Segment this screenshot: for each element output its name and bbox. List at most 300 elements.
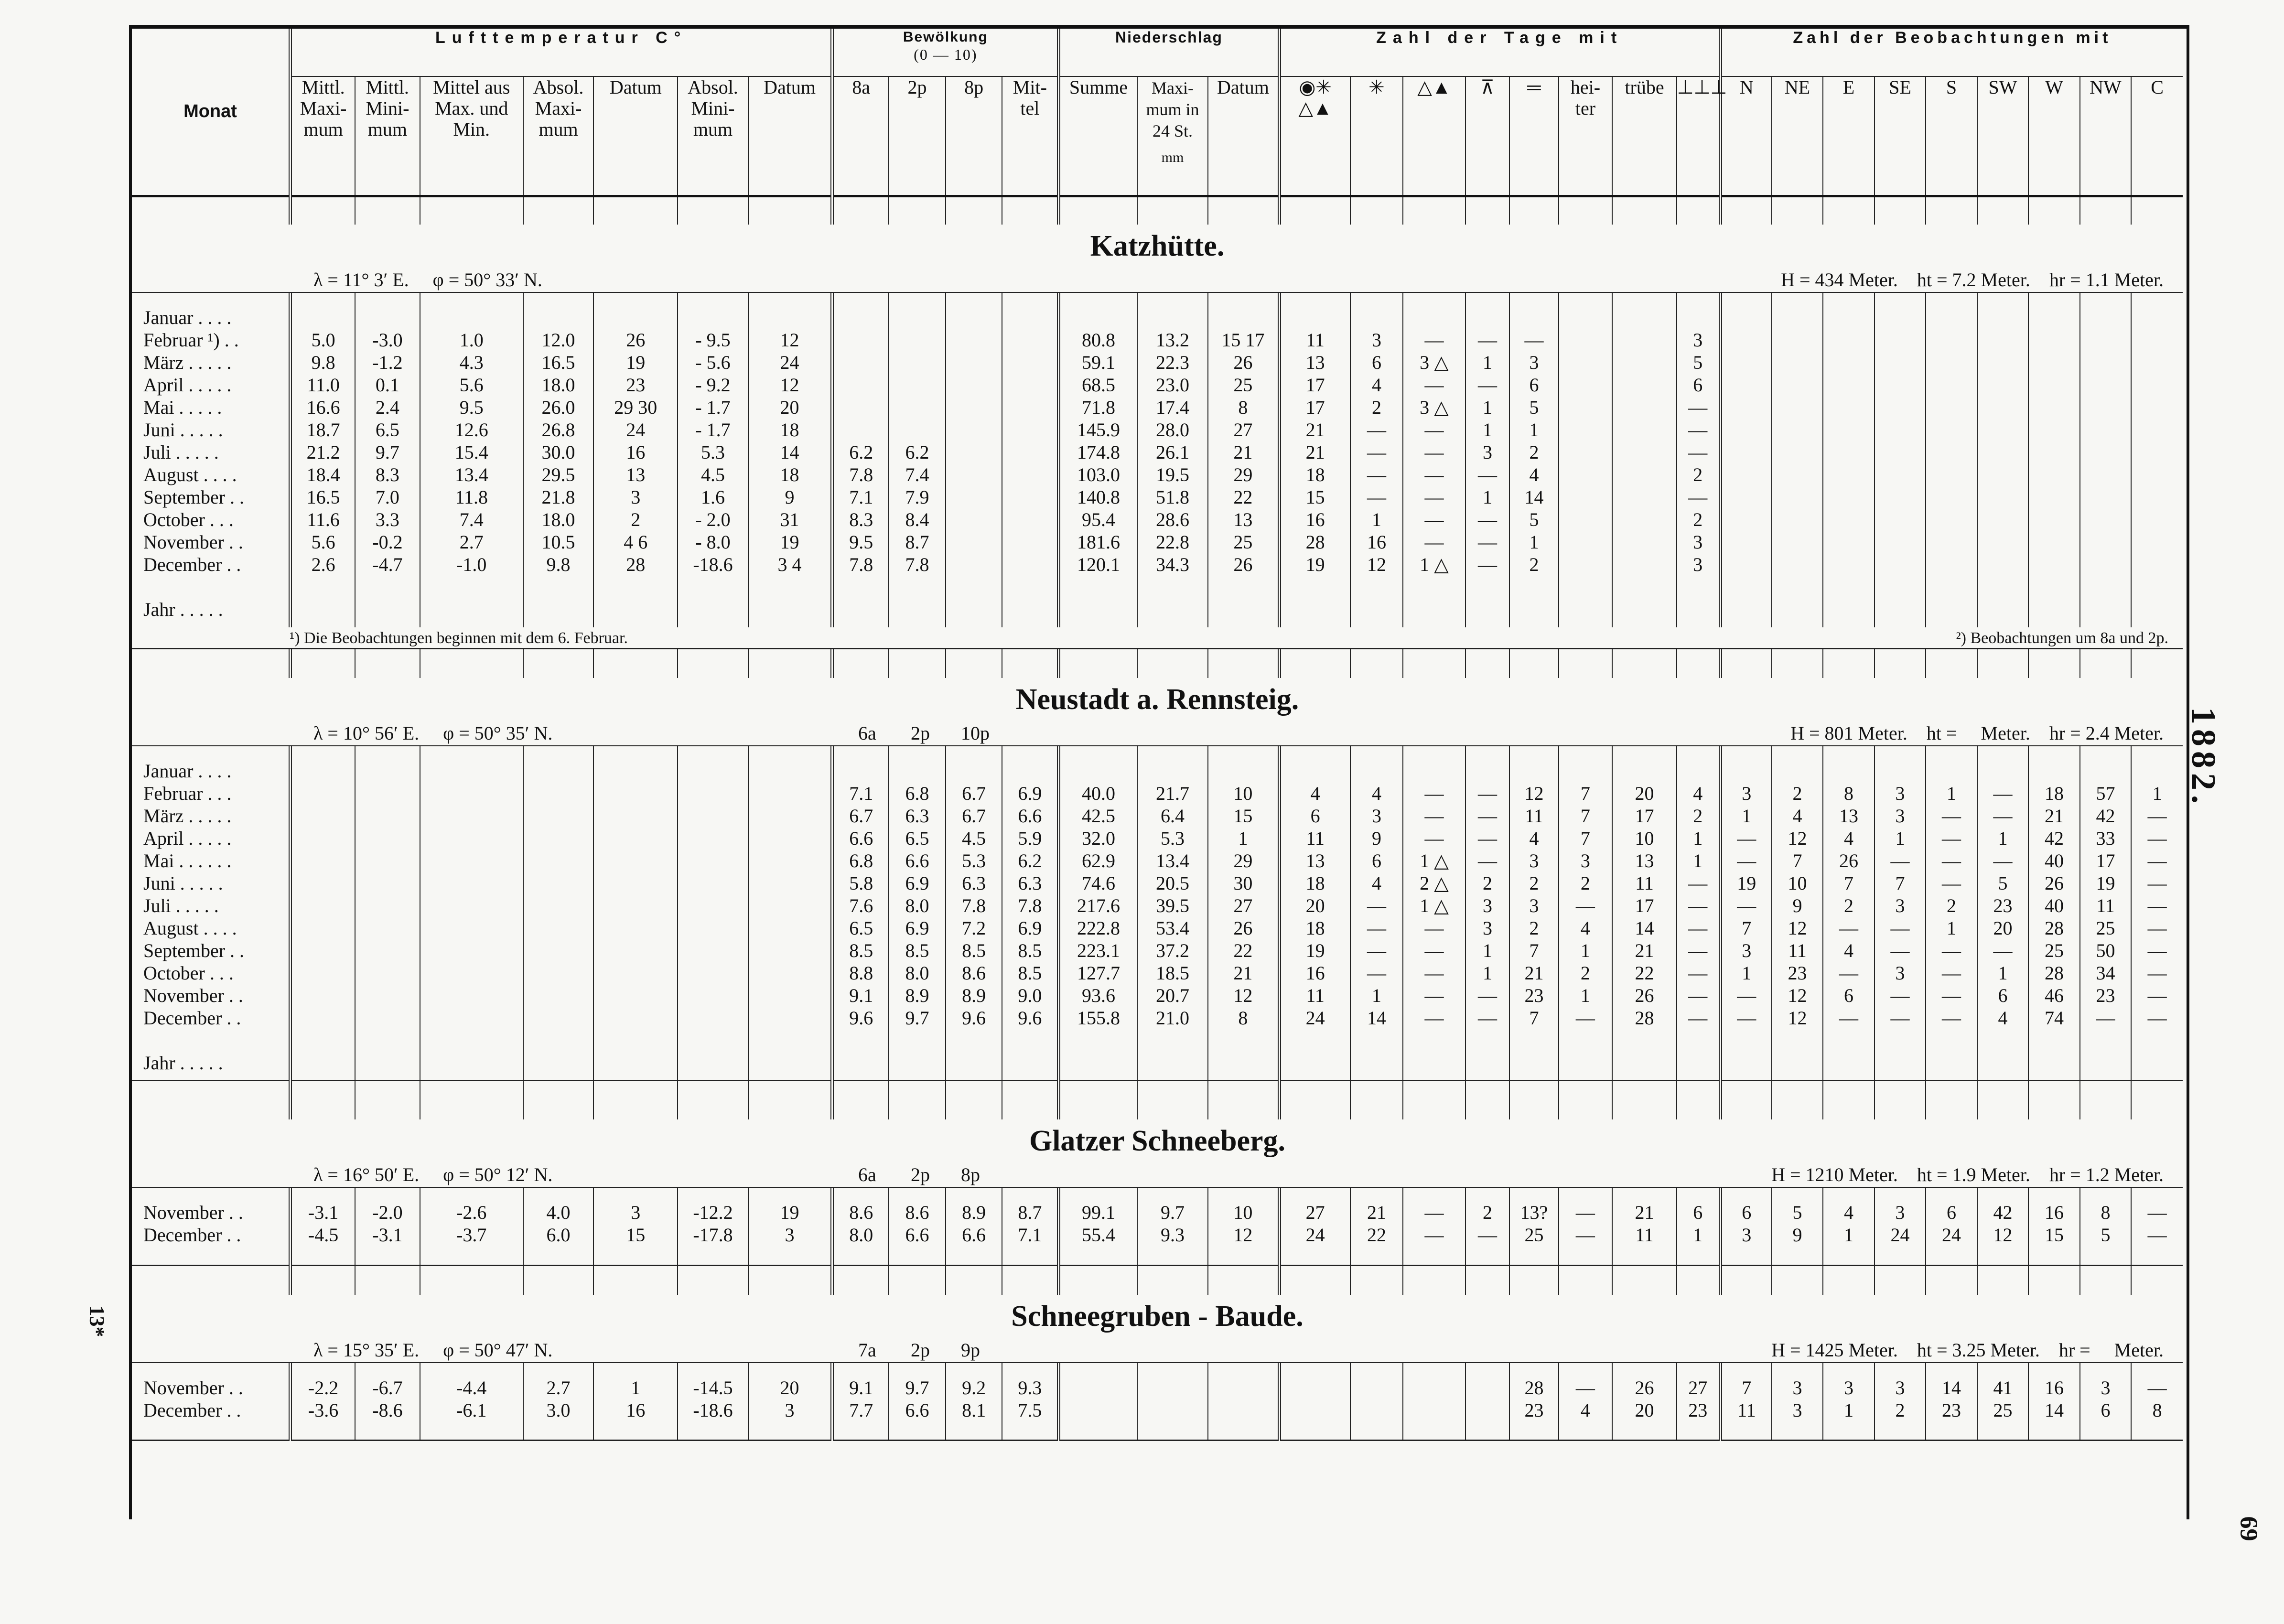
value-cell: — bbox=[1559, 1224, 1613, 1246]
value-cell bbox=[946, 306, 1002, 329]
value-cell: — bbox=[1720, 984, 1771, 1007]
value-cell bbox=[1059, 576, 1137, 598]
value-cell: 13 bbox=[1208, 508, 1279, 531]
value-cell: 8.3 bbox=[355, 463, 420, 486]
value-cell: 42 bbox=[2028, 827, 2079, 850]
value-cell: 5 bbox=[1772, 1201, 1823, 1224]
value-cell bbox=[748, 894, 832, 917]
value-cell bbox=[355, 1029, 420, 1052]
value-cell: -3.1 bbox=[355, 1224, 420, 1246]
value-cell: 14 bbox=[2028, 1399, 2079, 1421]
value-cell bbox=[1772, 419, 1823, 441]
value-cell: 6.8 bbox=[889, 782, 946, 805]
value-cell: — bbox=[1677, 917, 1721, 939]
month-cell: Februar ¹) . . bbox=[143, 329, 239, 351]
obs-time-2: 2p bbox=[911, 1339, 930, 1361]
station-coordinates: λ = 10° 56′ E. φ = 50° 35′ N. bbox=[313, 722, 553, 744]
value-cell bbox=[1875, 598, 1926, 621]
value-cell: 127.7 bbox=[1059, 962, 1137, 984]
value-cell bbox=[1612, 329, 1677, 351]
value-cell: — bbox=[1465, 329, 1509, 351]
value-cell: — bbox=[1465, 805, 1509, 827]
value-cell bbox=[1137, 598, 1208, 621]
value-cell: 5 bbox=[1509, 508, 1558, 531]
value-cell: 3 bbox=[1720, 782, 1771, 805]
value-cell bbox=[678, 827, 748, 850]
footnote-right: ²) Beobachtungen um 8a und 2p. bbox=[1956, 629, 2168, 647]
value-cell bbox=[1509, 576, 1558, 598]
value-cell: -12.2 bbox=[678, 1201, 748, 1224]
value-cell: 6 bbox=[1926, 1201, 1977, 1224]
value-cell: 6.2 bbox=[889, 441, 946, 463]
value-cell: 6 bbox=[1677, 1201, 1721, 1224]
value-cell: 9.7 bbox=[889, 1007, 946, 1029]
value-cell bbox=[1137, 1377, 1208, 1399]
value-cell bbox=[1772, 553, 1823, 576]
value-cell: 7 bbox=[1559, 805, 1613, 827]
value-cell: 9.2 bbox=[946, 1377, 1002, 1399]
value-cell: 6.7 bbox=[832, 805, 889, 827]
value-cell: 27 bbox=[1208, 894, 1279, 917]
value-cell: 174.8 bbox=[1059, 441, 1137, 463]
value-cell bbox=[1279, 760, 1350, 782]
value-cell: -3.0 bbox=[355, 329, 420, 351]
value-cell: 1 bbox=[593, 1377, 678, 1399]
value-cell: 5.9 bbox=[1002, 827, 1059, 850]
value-cell: 9 bbox=[748, 486, 832, 508]
value-cell bbox=[1002, 441, 1059, 463]
value-cell: 4 bbox=[1509, 827, 1558, 850]
value-cell bbox=[1823, 508, 1874, 531]
value-cell bbox=[1279, 1399, 1350, 1421]
value-cell bbox=[748, 1052, 832, 1074]
value-cell bbox=[291, 1052, 356, 1074]
value-cell bbox=[523, 939, 594, 962]
value-cell bbox=[832, 396, 889, 419]
value-cell: -17.8 bbox=[678, 1224, 748, 1246]
value-cell: 8 bbox=[2080, 1201, 2131, 1224]
value-cell: — bbox=[1350, 441, 1403, 463]
value-cell: 17 bbox=[1612, 805, 1677, 827]
value-cell: 50 bbox=[2080, 939, 2131, 962]
value-cell bbox=[1208, 1029, 1279, 1052]
value-cell: — bbox=[1403, 917, 1465, 939]
value-cell bbox=[1772, 531, 1823, 553]
value-cell bbox=[1926, 576, 1977, 598]
value-cell bbox=[420, 1052, 523, 1074]
value-cell: — bbox=[1465, 553, 1509, 576]
value-cell: 18.0 bbox=[523, 374, 594, 396]
value-cell bbox=[678, 894, 748, 917]
value-cell: 7 bbox=[1509, 939, 1558, 962]
cloud-header bbox=[832, 29, 1059, 76]
value-cell: -6.1 bbox=[420, 1399, 523, 1421]
value-cell: 4 bbox=[1350, 782, 1403, 805]
value-cell bbox=[1279, 1029, 1350, 1052]
value-cell bbox=[420, 850, 523, 872]
value-cell bbox=[1137, 1399, 1208, 1421]
value-cell bbox=[523, 850, 594, 872]
value-cell: 15 bbox=[1279, 486, 1350, 508]
value-cell bbox=[1875, 508, 1926, 531]
days-header: Zahl der Tage mit bbox=[1279, 29, 1720, 76]
value-cell bbox=[1720, 306, 1771, 329]
value-cell: 1 bbox=[1509, 531, 1558, 553]
value-cell: — bbox=[1350, 917, 1403, 939]
station-heights: H = 1210 Meter. ht = 1.9 Meter. hr = 1.2 Meter. bbox=[1771, 1164, 2164, 1185]
value-cell bbox=[355, 872, 420, 894]
spacer-row bbox=[132, 1081, 2183, 1119]
value-cell bbox=[1875, 553, 1926, 576]
value-cell: — bbox=[1350, 486, 1403, 508]
value-cell bbox=[2028, 329, 2079, 351]
value-cell bbox=[1002, 760, 1059, 782]
value-cell bbox=[1977, 760, 2028, 782]
value-cell: 8.0 bbox=[889, 894, 946, 917]
value-cell bbox=[2080, 1029, 2131, 1052]
value-cell: - 9.5 bbox=[678, 329, 748, 351]
value-cell bbox=[1612, 486, 1677, 508]
value-cell bbox=[889, 396, 946, 419]
month-cell bbox=[132, 1029, 291, 1052]
value-cell bbox=[1509, 306, 1558, 329]
value-cell: 3 bbox=[1350, 329, 1403, 351]
value-cell bbox=[1002, 419, 1059, 441]
value-cell: 21 bbox=[1509, 962, 1558, 984]
value-cell bbox=[291, 598, 356, 621]
value-cell: 6.9 bbox=[889, 872, 946, 894]
value-cell bbox=[2080, 396, 2131, 419]
col-header-wind-w bbox=[2028, 76, 2079, 196]
value-cell: 7.8 bbox=[832, 553, 889, 576]
value-cell: 15 bbox=[1208, 805, 1279, 827]
value-cell bbox=[1875, 351, 1926, 374]
value-cell: — bbox=[2131, 984, 2183, 1007]
value-cell bbox=[1823, 441, 1874, 463]
value-cell: 2.4 bbox=[355, 396, 420, 419]
table-row bbox=[132, 782, 2183, 805]
value-cell: 21.7 bbox=[1137, 782, 1208, 805]
value-cell: 16 bbox=[593, 441, 678, 463]
value-cell bbox=[1612, 598, 1677, 621]
value-cell bbox=[678, 850, 748, 872]
value-cell: — bbox=[1823, 1007, 1874, 1029]
table-row bbox=[132, 984, 2183, 1007]
value-cell bbox=[1772, 576, 1823, 598]
value-cell: 9.6 bbox=[1002, 1007, 1059, 1029]
value-cell bbox=[593, 760, 678, 782]
value-cell: 4 bbox=[1559, 1399, 1613, 1421]
col-header-days-snow-icon bbox=[1350, 76, 1403, 196]
value-cell: 1 △ bbox=[1403, 553, 1465, 576]
value-cell bbox=[2131, 1029, 2183, 1052]
value-cell: 5.6 bbox=[291, 531, 356, 553]
month-cell: April . . . . . bbox=[143, 827, 232, 849]
value-cell bbox=[1875, 576, 1926, 598]
value-cell: — bbox=[1403, 441, 1465, 463]
value-cell: 9 bbox=[1772, 894, 1823, 917]
col-header-label: ═ bbox=[1527, 76, 1541, 98]
value-cell: 12 bbox=[1509, 782, 1558, 805]
value-cell bbox=[889, 306, 946, 329]
col-header-wind-sw bbox=[1977, 76, 2028, 196]
value-cell: 9.6 bbox=[946, 1007, 1002, 1029]
value-cell: 20.5 bbox=[1137, 872, 1208, 894]
value-cell bbox=[291, 827, 356, 850]
value-cell: 7.8 bbox=[1002, 894, 1059, 917]
value-cell bbox=[355, 962, 420, 984]
value-cell: 16.5 bbox=[291, 486, 356, 508]
value-cell: 6.7 bbox=[946, 805, 1002, 827]
table-row bbox=[132, 939, 2183, 962]
month-cell: August . . . . bbox=[143, 917, 237, 939]
value-cell bbox=[1350, 306, 1403, 329]
value-cell bbox=[1926, 441, 1977, 463]
value-cell: 21 bbox=[1612, 1201, 1677, 1224]
value-cell bbox=[748, 850, 832, 872]
value-cell: 8.9 bbox=[946, 1201, 1002, 1224]
value-cell: 51.8 bbox=[1137, 486, 1208, 508]
value-cell: 9.5 bbox=[832, 531, 889, 553]
value-cell bbox=[2080, 486, 2131, 508]
value-cell bbox=[593, 984, 678, 1007]
col-header-wind-e bbox=[1823, 76, 1874, 196]
value-cell: 18.7 bbox=[291, 419, 356, 441]
table-row bbox=[132, 1052, 2183, 1074]
value-cell bbox=[748, 1007, 832, 1029]
value-cell bbox=[946, 598, 1002, 621]
value-cell: 19 bbox=[748, 1201, 832, 1224]
value-cell: 74 bbox=[2028, 1007, 2079, 1029]
month-cell: Februar . . . bbox=[143, 782, 232, 804]
value-cell bbox=[420, 984, 523, 1007]
value-cell bbox=[420, 805, 523, 827]
value-cell: 6.9 bbox=[889, 917, 946, 939]
value-cell bbox=[1823, 306, 1874, 329]
value-cell bbox=[1720, 329, 1771, 351]
table-row bbox=[132, 441, 2183, 463]
value-cell: 18.5 bbox=[1137, 962, 1208, 984]
value-cell: 7.2 bbox=[946, 917, 1002, 939]
value-cell bbox=[1720, 760, 1771, 782]
value-cell bbox=[2080, 553, 2131, 576]
value-cell: 6 bbox=[1977, 984, 2028, 1007]
value-cell: 22 bbox=[1208, 939, 1279, 962]
value-cell: 7 bbox=[1720, 917, 1771, 939]
col-header-mittel-max-min bbox=[420, 76, 523, 196]
value-cell: 12.0 bbox=[523, 329, 594, 351]
value-cell bbox=[678, 1052, 748, 1074]
month-cell: December . . bbox=[143, 1399, 241, 1421]
value-cell: 7.4 bbox=[420, 508, 523, 531]
value-cell bbox=[1720, 463, 1771, 486]
col-header-label: N bbox=[1739, 76, 1754, 98]
value-cell bbox=[1559, 463, 1613, 486]
value-cell: 9.8 bbox=[291, 351, 356, 374]
value-cell bbox=[593, 850, 678, 872]
value-cell: 12 bbox=[748, 374, 832, 396]
value-cell: — bbox=[1875, 917, 1926, 939]
table-row bbox=[132, 508, 2183, 531]
value-cell bbox=[2131, 553, 2183, 576]
table-row bbox=[132, 805, 2183, 827]
value-cell bbox=[946, 1052, 1002, 1074]
value-cell bbox=[1059, 1399, 1137, 1421]
value-cell bbox=[1823, 1052, 1874, 1074]
value-cell: 6 bbox=[2080, 1399, 2131, 1421]
value-cell: 15.4 bbox=[420, 441, 523, 463]
value-cell: 29.5 bbox=[523, 463, 594, 486]
value-cell bbox=[2080, 576, 2131, 598]
value-cell: — bbox=[1403, 486, 1465, 508]
value-cell: 13? bbox=[1509, 1201, 1558, 1224]
value-cell bbox=[291, 1029, 356, 1052]
precipitation-header: Niederschlag bbox=[1059, 29, 1279, 76]
value-cell bbox=[832, 351, 889, 374]
value-cell bbox=[355, 1052, 420, 1074]
value-cell bbox=[1772, 329, 1823, 351]
value-cell: 24 bbox=[1875, 1224, 1926, 1246]
col-header-label: E bbox=[1842, 76, 1855, 98]
value-cell: — bbox=[1465, 531, 1509, 553]
value-cell: 6 bbox=[1823, 984, 1874, 1007]
value-cell: — bbox=[1403, 463, 1465, 486]
value-cell bbox=[1823, 576, 1874, 598]
page-number: 69 bbox=[2235, 1516, 2262, 1541]
value-cell: 4 bbox=[1559, 917, 1613, 939]
climate-table bbox=[132, 29, 2183, 1441]
value-cell: 9.5 bbox=[420, 396, 523, 419]
value-cell bbox=[1059, 306, 1137, 329]
spacer-row bbox=[132, 196, 2183, 225]
value-cell bbox=[889, 351, 946, 374]
value-cell: — bbox=[1875, 939, 1926, 962]
value-cell: 14 bbox=[1926, 1377, 1977, 1399]
value-cell bbox=[1612, 306, 1677, 329]
value-cell bbox=[1823, 553, 1874, 576]
value-cell: 9.0 bbox=[1002, 984, 1059, 1007]
station-title-row bbox=[132, 678, 2183, 716]
value-cell bbox=[1612, 441, 1677, 463]
value-cell: 7 bbox=[1559, 782, 1613, 805]
value-cell: -3.1 bbox=[291, 1201, 356, 1224]
value-cell: 8 bbox=[1823, 782, 1874, 805]
value-cell: 23 bbox=[593, 374, 678, 396]
value-cell: -18.6 bbox=[678, 553, 748, 576]
value-cell: — bbox=[1926, 939, 1977, 962]
value-cell: 17 bbox=[1279, 374, 1350, 396]
value-cell: 8.8 bbox=[832, 962, 889, 984]
station-title-row bbox=[132, 225, 2183, 263]
value-cell bbox=[2028, 531, 2079, 553]
value-cell: 37.2 bbox=[1137, 939, 1208, 962]
value-cell: 11.0 bbox=[291, 374, 356, 396]
value-cell bbox=[1208, 1052, 1279, 1074]
station-coordinates: λ = 11° 3′ E. φ = 50° 33′ N. bbox=[313, 269, 542, 290]
value-cell bbox=[889, 760, 946, 782]
value-cell bbox=[748, 984, 832, 1007]
col-header-label: Mittel aus Max. und Min. bbox=[433, 76, 510, 140]
obs-time-3: 10p bbox=[961, 722, 990, 744]
value-cell bbox=[523, 1029, 594, 1052]
value-cell: 2.7 bbox=[523, 1377, 594, 1399]
table-row bbox=[132, 351, 2183, 374]
value-cell: 21 bbox=[1208, 441, 1279, 463]
value-cell bbox=[1002, 486, 1059, 508]
col-header-label: NE bbox=[1784, 76, 1810, 98]
value-cell bbox=[2028, 463, 2079, 486]
air-temperature-header: Lufttemperatur C° bbox=[291, 29, 832, 76]
table-row bbox=[132, 872, 2183, 894]
value-cell: — bbox=[1465, 374, 1509, 396]
value-cell: 22 bbox=[1208, 486, 1279, 508]
table-row bbox=[132, 1007, 2183, 1029]
value-cell bbox=[2080, 463, 2131, 486]
value-cell: 8.0 bbox=[832, 1224, 889, 1246]
value-cell bbox=[1720, 598, 1771, 621]
col-header-label: ✳ bbox=[1368, 76, 1385, 98]
col-header-label: SW bbox=[1988, 76, 2017, 98]
value-cell bbox=[1465, 760, 1509, 782]
col-header-label: W bbox=[2045, 76, 2063, 98]
value-cell: 222.8 bbox=[1059, 917, 1137, 939]
spacer-row bbox=[132, 1074, 2183, 1081]
value-cell: 12 bbox=[1772, 984, 1823, 1007]
value-cell bbox=[420, 917, 523, 939]
col-header-precip-datum bbox=[1208, 76, 1279, 196]
value-cell: 24 bbox=[593, 419, 678, 441]
value-cell bbox=[1720, 486, 1771, 508]
value-cell bbox=[420, 1007, 523, 1029]
value-cell: 19 bbox=[1279, 553, 1350, 576]
footnote-left: ¹) Die Beobachtungen beginnen mit dem 6. Februar. bbox=[290, 629, 628, 647]
value-cell bbox=[2028, 441, 2079, 463]
value-cell bbox=[1403, 1399, 1465, 1421]
value-cell: 1 bbox=[1977, 962, 2028, 984]
value-cell: 7.1 bbox=[832, 486, 889, 508]
value-cell bbox=[1612, 351, 1677, 374]
value-cell bbox=[523, 760, 594, 782]
value-cell: — bbox=[1926, 1007, 1977, 1029]
value-cell: 30 bbox=[1208, 872, 1279, 894]
value-cell bbox=[1059, 1029, 1137, 1052]
value-cell bbox=[1926, 374, 1977, 396]
value-cell: 41 bbox=[1977, 1377, 2028, 1399]
value-cell bbox=[291, 917, 356, 939]
monat-label: Monat bbox=[183, 101, 237, 122]
value-cell bbox=[832, 306, 889, 329]
value-cell bbox=[593, 306, 678, 329]
col-header-label: trübe bbox=[1625, 76, 1664, 98]
value-cell: 18.4 bbox=[291, 463, 356, 486]
value-cell: 12 bbox=[1208, 984, 1279, 1007]
value-cell: — bbox=[1465, 782, 1509, 805]
value-cell bbox=[889, 1029, 946, 1052]
value-cell: 3 4 bbox=[748, 553, 832, 576]
value-cell: 42 bbox=[2080, 805, 2131, 827]
value-cell bbox=[1465, 598, 1509, 621]
value-cell: 20 bbox=[748, 396, 832, 419]
station-heights: H = 801 Meter. ht = Meter. hr = 2.4 Meter. bbox=[1790, 722, 2164, 744]
col-header-label: NW bbox=[2090, 76, 2122, 98]
value-cell bbox=[1612, 419, 1677, 441]
value-cell: 26 bbox=[593, 329, 678, 351]
value-cell bbox=[523, 598, 594, 621]
value-cell bbox=[1612, 531, 1677, 553]
station-title: Schneegruben - Baude. bbox=[1011, 1300, 1304, 1333]
value-cell: 26.1 bbox=[1137, 441, 1208, 463]
value-cell: 9.3 bbox=[1137, 1224, 1208, 1246]
